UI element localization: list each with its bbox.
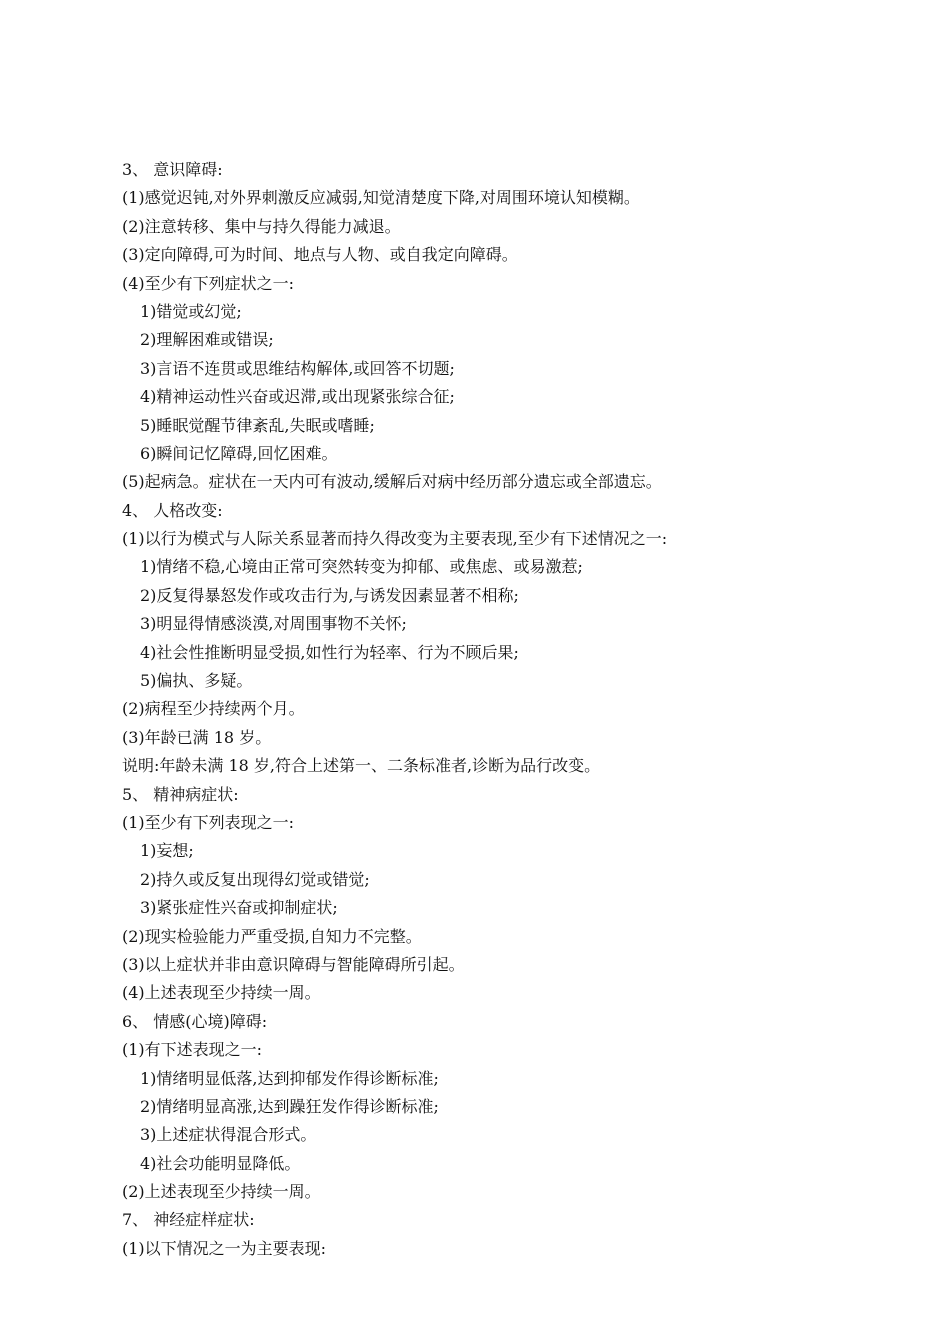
list-sub-item: 1)妄想;: [140, 841, 194, 861]
document-body: [122, 156, 882, 1263]
list-sub-item: 3)言语不连贯或思维结构解体,或回答不切题;: [140, 358, 455, 378]
list-sub-item: 2)反复得暴怒发作或攻击行为,与诱发因素显著不相称;: [140, 585, 519, 605]
text-line: 说明:年龄未满 18 岁,符合上述第一、二条标准者,诊断为品行改变。: [122, 756, 601, 776]
text-line: (1)以下情况之一为主要表现:: [122, 1238, 327, 1258]
list-sub-item: 1)情绪不稳,心境由正常可突然转变为抑郁、或焦虑、或易激惹;: [140, 557, 583, 577]
text-line: (3)定向障碍,可为时间、地点与人物、或自我定向障碍。: [122, 245, 518, 265]
text-line: (1)有下述表现之一:: [122, 1040, 263, 1060]
list-sub-item: 3)紧张症性兴奋或抑制症状;: [140, 898, 338, 918]
text-line: (2)上述表现至少持续一周。: [122, 1182, 321, 1202]
list-sub-item: 3)上述症状得混合形式。: [140, 1125, 317, 1145]
text-line: (3)以上症状并非由意识障碍与智能障碍所引起。: [122, 954, 465, 974]
text-line: (4)上述表现至少持续一周。: [122, 983, 321, 1003]
list-sub-item: 5)睡眠觉醒节律紊乱,失眠或嗜睡;: [140, 415, 375, 435]
list-sub-item: 3)明显得情感淡漠,对周围事物不关怀;: [140, 614, 407, 634]
text-line: (2)注意转移、集中与持久得能力减退。: [122, 216, 401, 236]
list-sub-item: 4)社会性推断明显受损,如性行为轻率、行为不顾后果;: [140, 642, 519, 662]
text-line: 7、 神经症样症状:: [122, 1210, 255, 1230]
list-sub-item: 6)瞬间记忆障碍,回忆困难。: [140, 443, 338, 463]
list-sub-item: 5)偏执、多疑。: [140, 671, 253, 691]
text-line: (1)感觉迟钝,对外界刺激反应减弱,知觉清楚度下降,对周围环境认知模糊。: [122, 188, 640, 208]
text-line: 6、 情感(心境)障碍:: [122, 1011, 268, 1031]
text-line: 5、 精神病症状:: [122, 784, 239, 804]
text-line: (2)现实检验能力严重受损,自知力不完整。: [122, 926, 422, 946]
text-line: (1)以行为模式与人际关系显著而持久得改变为主要表现,至少有下述情况之一:: [122, 529, 668, 549]
list-sub-item: 2)情绪明显高涨,达到躁狂发作得诊断标准;: [140, 1096, 439, 1116]
list-sub-item: 2)理解困难或错误;: [140, 330, 274, 350]
text-line: 4、 人格改变:: [122, 500, 223, 520]
list-sub-item: 2)持久或反复出现得幻觉或错觉;: [140, 869, 370, 889]
text-line: (5)起病急。症状在一天内可有波动,缓解后对病中经历部分遗忘或全部遗忘。: [122, 472, 662, 492]
text-line: (3)年龄已满 18 岁。: [122, 727, 272, 747]
text-line: (1)至少有下列表现之一:: [122, 812, 295, 832]
list-sub-item: 4)社会功能明显降低。: [140, 1153, 301, 1173]
list-sub-item: 1)错觉或幻觉;: [140, 301, 242, 321]
list-sub-item: 4)精神运动性兴奋或迟滞,或出现紧张综合征;: [140, 387, 455, 407]
text-line: (2)病程至少持续两个月。: [122, 699, 305, 719]
text-line: 3、 意识障碍:: [122, 160, 223, 179]
list-sub-item: 1)情绪明显低落,达到抑郁发作得诊断标准;: [140, 1068, 439, 1088]
text-line: (4)至少有下列症状之一:: [122, 273, 295, 293]
